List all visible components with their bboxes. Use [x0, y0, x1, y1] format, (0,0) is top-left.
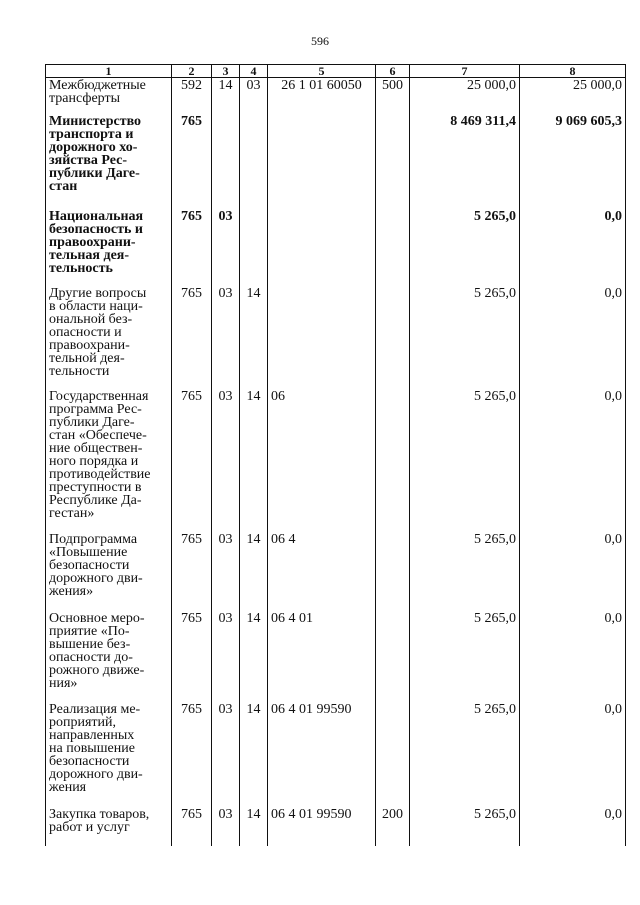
- cell-col-7: 5 265,0: [410, 702, 520, 807]
- cell-col-8: 0,0: [520, 611, 626, 702]
- cell-col-5: 06 4 01 99590: [268, 702, 376, 807]
- column-header-6: 6: [376, 65, 410, 78]
- cell-col-2: 765: [172, 532, 212, 611]
- table-row: [46, 78, 626, 115]
- cell-col-8: 0,0: [520, 702, 626, 807]
- cell-col-8: 0,0: [520, 209, 626, 286]
- column-header-2: 2: [172, 65, 212, 78]
- cell-col-8: 25 000,0: [520, 78, 626, 115]
- cell-col-3: 03: [212, 532, 240, 611]
- table-body: [46, 78, 626, 847]
- cell-col-5: [268, 286, 376, 389]
- cell-col-3: 03: [212, 389, 240, 532]
- cell-col-4: [240, 209, 268, 286]
- cell-col-8: 0,0: [520, 389, 626, 532]
- cell-col-5: [268, 114, 376, 209]
- row-name: Другие вопросы в области наци- ональной без- опасности и правоохрани- тельной дея- тельности: [46, 286, 172, 389]
- cell-col-7: 5 265,0: [410, 286, 520, 389]
- table-row: [46, 209, 626, 286]
- cell-col-3: 03: [212, 702, 240, 807]
- cell-col-6: 500: [376, 78, 410, 115]
- cell-col-3: 14: [212, 78, 240, 115]
- cell-col-7: 5 265,0: [410, 611, 520, 702]
- row-name: Закупка товаров, работ и услуг: [46, 807, 172, 846]
- cell-col-7: 5 265,0: [410, 532, 520, 611]
- cell-col-4: 14: [240, 807, 268, 846]
- table-row: [46, 611, 626, 702]
- column-header-5: 5: [268, 65, 376, 78]
- cell-col-6: [376, 611, 410, 702]
- table-row: [46, 702, 626, 807]
- row-name: Национальная безопасность и правоохрани- тельная дея- тельность: [46, 209, 172, 286]
- cell-col-4: 14: [240, 532, 268, 611]
- column-header-3: 3: [212, 65, 240, 78]
- table-header-row: [46, 65, 626, 78]
- cell-col-3: 03: [212, 286, 240, 389]
- row-name: Межбюджетные трансферты: [46, 78, 172, 115]
- cell-col-7: 25 000,0: [410, 78, 520, 115]
- cell-col-2: 765: [172, 702, 212, 807]
- cell-col-4: [240, 114, 268, 209]
- cell-col-2: 765: [172, 611, 212, 702]
- cell-col-2: 592: [172, 78, 212, 115]
- cell-col-2: 765: [172, 114, 212, 209]
- cell-col-5: 26 1 01 60050: [268, 78, 376, 115]
- budget-table: [45, 64, 626, 846]
- cell-col-7: 5 265,0: [410, 807, 520, 846]
- row-name: Министерство транспорта и дорожного хо- зяйства Рес- публики Даге- стан: [46, 114, 172, 209]
- cell-col-4: 03: [240, 78, 268, 115]
- table-row: [46, 114, 626, 209]
- cell-col-2: 765: [172, 807, 212, 846]
- cell-col-8: 0,0: [520, 286, 626, 389]
- cell-col-8: 0,0: [520, 807, 626, 846]
- cell-col-6: 200: [376, 807, 410, 846]
- cell-col-3: 03: [212, 807, 240, 846]
- row-name: Подпрограмма «Повышение безопасности дорожного дви- жения»: [46, 532, 172, 611]
- cell-col-5: 06 4: [268, 532, 376, 611]
- cell-col-5: [268, 209, 376, 286]
- cell-col-4: 14: [240, 611, 268, 702]
- row-name: Реализация ме- роприятий, направленных на повышение безопасности дорожного дви- жения: [46, 702, 172, 807]
- cell-col-7: 5 265,0: [410, 389, 520, 532]
- table-row: [46, 389, 626, 532]
- cell-col-5: 06: [268, 389, 376, 532]
- cell-col-6: [376, 389, 410, 532]
- cell-col-8: 9 069 605,3: [520, 114, 626, 209]
- table-row: [46, 807, 626, 846]
- cell-col-2: 765: [172, 209, 212, 286]
- column-header-8: 8: [520, 65, 626, 78]
- cell-col-8: 0,0: [520, 532, 626, 611]
- table-row: [46, 286, 626, 389]
- cell-col-6: [376, 702, 410, 807]
- cell-col-7: 8 469 311,4: [410, 114, 520, 209]
- row-name: Государственная программа Рес- публики Даге- стан «Обеспече- ние обществен- ного порядка и противодействие преступности в Республике Да- гестан»: [46, 389, 172, 532]
- cell-col-6: [376, 532, 410, 611]
- cell-col-3: 03: [212, 209, 240, 286]
- cell-col-2: 765: [172, 389, 212, 532]
- table-row: [46, 532, 626, 611]
- cell-col-6: [376, 286, 410, 389]
- cell-col-3: [212, 114, 240, 209]
- row-name: Основное меро- приятие «По- вышение без- опасности до- рожного движе- ния»: [46, 611, 172, 702]
- column-header-7: 7: [410, 65, 520, 78]
- cell-col-2: 765: [172, 286, 212, 389]
- cell-col-5: 06 4 01 99590: [268, 807, 376, 846]
- column-header-4: 4: [240, 65, 268, 78]
- cell-col-6: [376, 114, 410, 209]
- cell-col-3: 03: [212, 611, 240, 702]
- cell-col-6: [376, 209, 410, 286]
- cell-col-5: 06 4 01: [268, 611, 376, 702]
- cell-col-4: 14: [240, 702, 268, 807]
- cell-col-7: 5 265,0: [410, 209, 520, 286]
- cell-col-4: 14: [240, 389, 268, 532]
- page-number: 596: [311, 34, 329, 48]
- cell-col-4: 14: [240, 286, 268, 389]
- column-header-1: 1: [46, 65, 172, 78]
